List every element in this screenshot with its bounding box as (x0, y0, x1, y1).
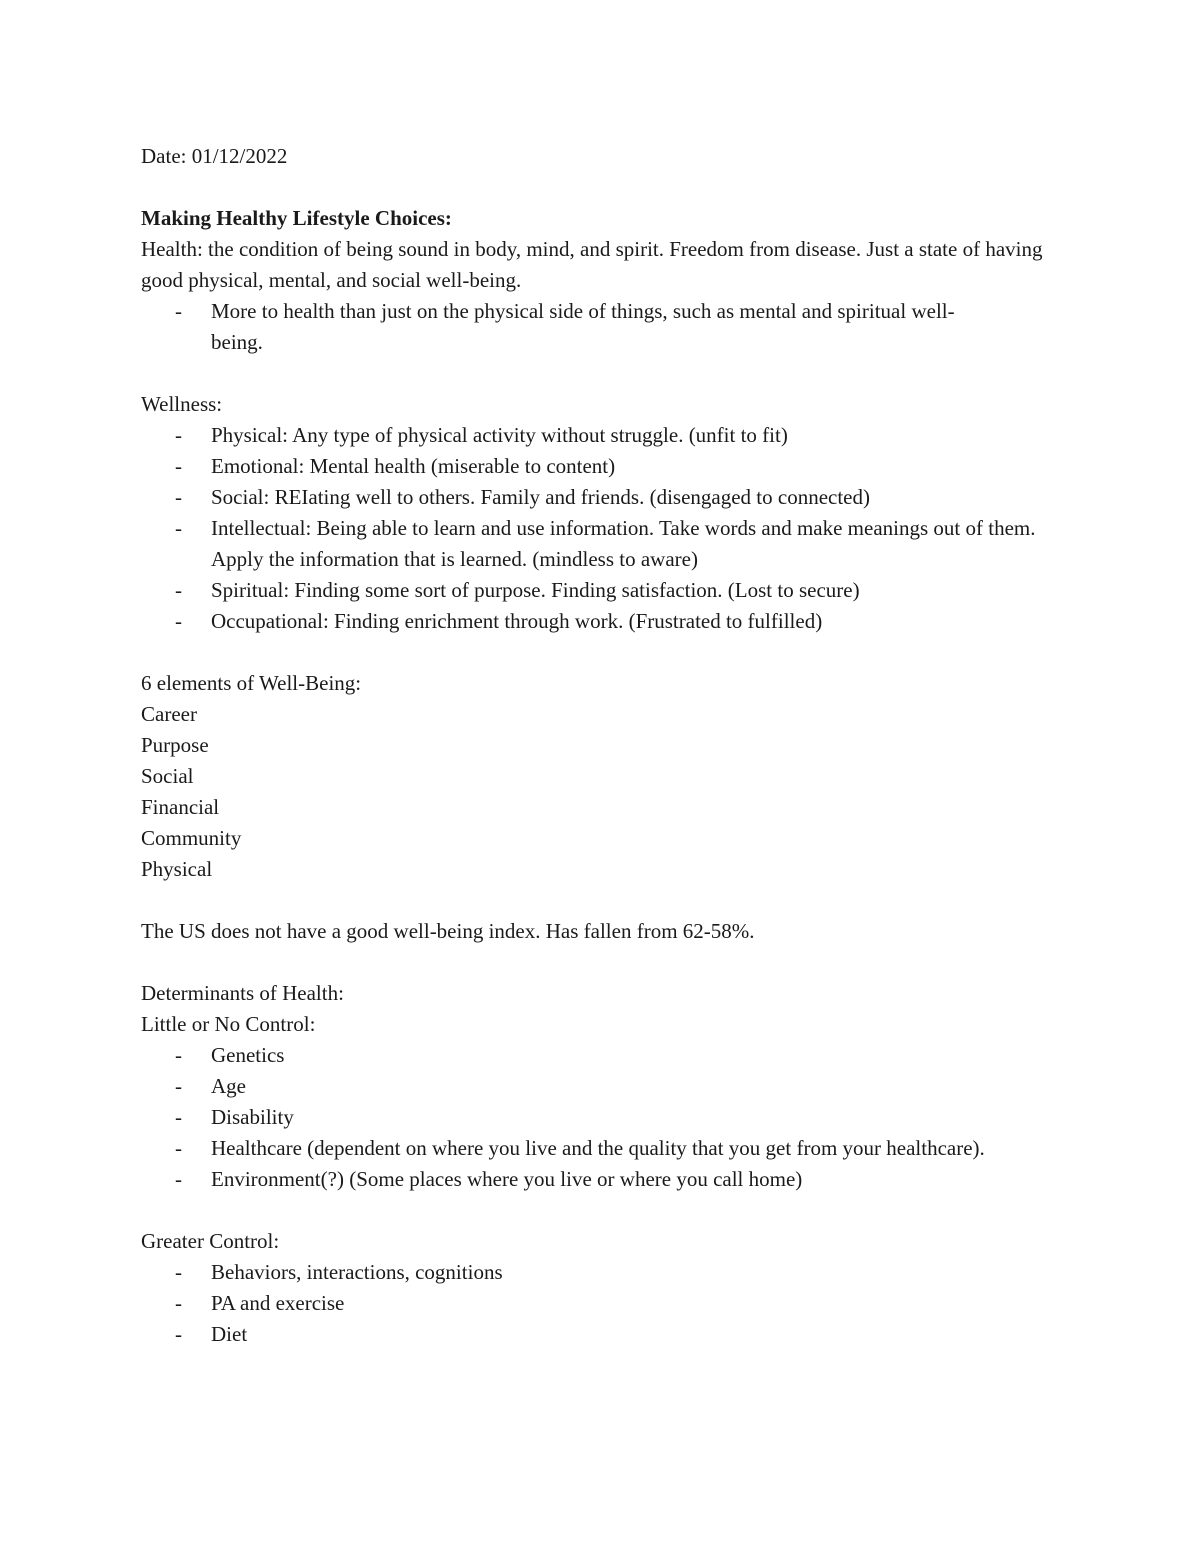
dash-marker: - (175, 1291, 182, 1315)
spacer (141, 637, 1061, 668)
list-item (141, 1071, 1061, 1102)
us-index-note: The US does not have a good well-being index. Has fallen from 62-58%. (141, 919, 755, 943)
list-item-text: Spiritual: Finding some sort of purpose. Finding satisfaction. (Lost to secure) (211, 578, 860, 602)
list-item (141, 1164, 1061, 1195)
element-item: Social (141, 764, 194, 788)
greater-control-list (141, 1257, 1061, 1350)
elements-label: 6 elements of Well-Being: (141, 671, 362, 695)
element-item: Financial (141, 795, 220, 819)
element-item: Purpose (141, 733, 209, 757)
list-item (141, 420, 1061, 451)
list-item-text: Intellectual: Being able to learn and use information. Take words and make meanings out of them. Apply the information that is learned. (mindless to aware) (211, 516, 1036, 571)
list-item-text: Emotional: Mental health (miserable to content) (211, 454, 616, 478)
list-item-text: Environment(?) (Some places where you live or where you call home) (211, 1167, 803, 1191)
list-item (141, 575, 1061, 606)
list-item (141, 1102, 1061, 1133)
list-item-text: Disability (211, 1105, 294, 1129)
list-item-text: Social: REIating well to others. Family and friends. (disengaged to connected) (211, 485, 870, 509)
dash-marker: - (175, 516, 182, 540)
dash-marker: - (175, 485, 182, 509)
spacer (141, 1195, 1061, 1226)
document-body (141, 141, 1061, 1350)
dash-marker: - (175, 578, 182, 602)
spacer (141, 885, 1061, 916)
list-item-text: Healthcare (dependent on where you live and the quality that you get from your healthcare). (211, 1136, 985, 1160)
wellness-list (141, 420, 1061, 637)
list-item (141, 1319, 1061, 1350)
list-item-text: Age (211, 1074, 246, 1098)
element-item: Career (141, 702, 197, 726)
spacer (141, 947, 1061, 978)
list-item (141, 606, 1061, 637)
health-list (141, 296, 1061, 358)
dash-marker: - (175, 1322, 182, 1346)
dash-marker: - (175, 1136, 182, 1160)
list-item (141, 482, 1061, 513)
dash-marker: - (175, 423, 182, 447)
document-title: Making Healthy Lifestyle Choices: (141, 206, 452, 230)
spacer (141, 172, 1061, 203)
dash-marker: - (175, 1074, 182, 1098)
dash-marker: - (175, 299, 182, 323)
dash-marker: - (175, 1043, 182, 1067)
dash-marker: - (175, 1167, 182, 1191)
list-item (141, 1133, 1001, 1164)
element-item: Community (141, 826, 242, 850)
date-line: Date: 01/12/2022 (141, 144, 288, 168)
element-item: Physical (141, 857, 213, 881)
list-item (141, 1288, 1061, 1319)
list-item-text: PA and exercise (211, 1291, 345, 1315)
list-item-text: Behaviors, interactions, cognitions (211, 1260, 503, 1284)
list-item (141, 1257, 1061, 1288)
dash-marker: - (175, 1260, 182, 1284)
list-item (141, 296, 1001, 358)
list-item (141, 513, 1061, 575)
list-item (141, 1040, 1061, 1071)
little-control-list (141, 1040, 1061, 1195)
dash-marker: - (175, 609, 182, 633)
list-item-text: Genetics (211, 1043, 285, 1067)
health-definition: Health: the condition of being sound in body, mind, and spirit. Freedom from disease. Just a state of having good physical, mental, and social well-being. (141, 237, 1043, 292)
greater-control-label: Greater Control: (141, 1229, 280, 1253)
list-item-text: More to health than just on the physical side of things, such as mental and spiritual well-being. (211, 299, 955, 354)
list-item-text: Diet (211, 1322, 248, 1346)
list-item-text: Occupational: Finding enrichment through work. (Frustrated to fulfilled) (211, 609, 823, 633)
wellness-label: Wellness: (141, 392, 223, 416)
determinants-label: Determinants of Health: (141, 981, 344, 1005)
little-control-label: Little or No Control: (141, 1012, 316, 1036)
dash-marker: - (175, 1105, 182, 1129)
dash-marker: - (175, 454, 182, 478)
spacer (141, 358, 1061, 389)
list-item-text: Physical: Any type of physical activity without struggle. (unfit to fit) (211, 423, 788, 447)
list-item (141, 451, 1061, 482)
